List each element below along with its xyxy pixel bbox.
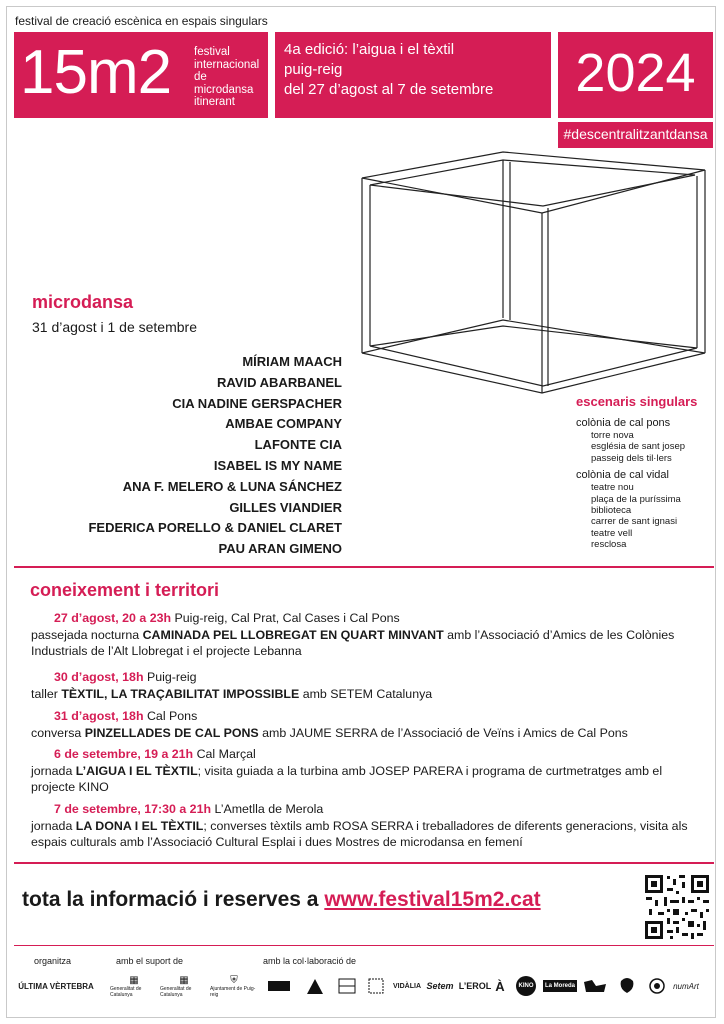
event-name: PINZELLADES DE CAL PONS: [84, 725, 259, 740]
escenaris-title: escenaris singulars: [576, 394, 698, 409]
event-date: 27 d’agost, 20 a 23h: [54, 611, 172, 625]
logo-label: KINO: [516, 976, 536, 996]
year-box: [558, 32, 713, 118]
info-line: [22, 888, 541, 912]
artists-list: [88, 352, 342, 560]
logo-label: La Moreda: [543, 980, 577, 992]
event-type: jornada: [31, 818, 73, 833]
colony-name: colònia de cal pons: [576, 417, 671, 429]
event-date: 30 d’agost, 18h: [54, 670, 144, 684]
event-date: 6 de setembre, 19 a 21h: [54, 747, 194, 761]
event-type: jornada: [31, 763, 73, 778]
collab-logo: [364, 976, 388, 996]
kino-logo: [514, 976, 538, 996]
info-text: tota la informació i reserves a: [22, 888, 319, 911]
year-text: 2024: [575, 43, 696, 103]
colony-name: colònia de cal vidal: [576, 469, 669, 482]
artist-item: AMBAE COMPANY: [225, 416, 342, 432]
website-link[interactable]: www.festival15m2.cat: [324, 888, 541, 911]
event-description: amb JAUME SERRA de l’Associació de Veïns i Amics de Cal Pons: [262, 725, 628, 740]
logo-text: 15m2: [20, 38, 172, 107]
tagline: festival de creació escènica en espais singulars: [15, 14, 268, 28]
event-place: Puig-reig, Cal Prat, Cal Cases i Cal Pons: [174, 611, 400, 625]
coneixement-title: coneixement i territori: [30, 580, 220, 600]
venue-item: teatre nou: [591, 482, 634, 494]
logo-label: Ajuntament de Puig-reig: [210, 985, 256, 998]
event-name: TÈXTIL, LA TRAÇABILITAT IMPOSSIBLE: [61, 686, 300, 701]
cube-illustration: [340, 148, 720, 398]
logo-box: [14, 32, 268, 118]
qr-code-icon[interactable]: [643, 873, 711, 941]
artist-item: ANA F. MELERO & LUNA SÁNCHEZ: [122, 478, 342, 494]
collab-logo: [264, 976, 294, 996]
artist-item: CIA NADINE GERSPACHER: [172, 395, 342, 411]
logo-subtitle: [194, 46, 268, 109]
collab-logo: [334, 976, 360, 996]
venue-item: torre nova: [591, 430, 634, 441]
venue-item: biblioteca: [591, 505, 632, 517]
hashtag-text: #descentralitzantdansa: [563, 126, 708, 142]
event-item: [31, 801, 701, 851]
event-place: Puig-reig: [146, 670, 197, 684]
artist-item: RAVID ABARBANEL: [217, 374, 342, 390]
collab-logo: [300, 976, 330, 996]
edition-line: del 27 d’agost al 7 de setembre: [284, 81, 494, 98]
artist-item: GILLES VIANDIER: [229, 499, 342, 515]
artist-item: ISABEL IS MY NAME: [213, 457, 342, 473]
event-place: L’Ametlla de Merola: [214, 802, 324, 816]
venue-item: carrer de sant ignasi: [591, 516, 678, 528]
venue-item: resclosa: [591, 539, 627, 551]
numart-logo: numArt: [673, 981, 699, 991]
collab-logo: À: [495, 978, 505, 994]
logo-subtitle-line: de microdansa: [194, 71, 254, 96]
venue-item: passeig dels til·lers: [591, 452, 672, 464]
event-name: L’AIGUA I EL TÈXTIL: [75, 763, 198, 778]
event-description: ; converses tèxtils amb ROSA SERRA i treballadores de diferents generacions, visita als espais culturals amb l’Associació Cultural Esplai i dues Mostres de microdansa en femení: [31, 818, 688, 849]
divider: [14, 945, 714, 946]
logo-label: Generalitat de Catalunya: [160, 985, 192, 998]
escenaris-list: [576, 416, 685, 551]
generalitat-logo: ▦ Generalitat de Catalunya: [110, 976, 158, 996]
collab-logo: [646, 976, 668, 996]
event-date: 7 de setembre, 17:30 a 21h: [54, 802, 212, 816]
edition-line: 4a edició: l’aigua i el tèxtil: [284, 41, 455, 58]
lamoreda-logo: [542, 976, 578, 996]
event-type: conversa: [31, 725, 82, 740]
organizer-logo: ÚLTIMA VÈRTEBRA: [18, 981, 94, 991]
event-item: [31, 746, 701, 796]
vidalia-logo: VIDÀLIA: [393, 982, 421, 990]
artist-item: PAU ARAN GIMENO: [218, 541, 342, 557]
event-name: CAMINADA PEL LLOBREGAT EN QUART MINVANT: [142, 627, 444, 642]
artist-item: MÍRIAM MAACH: [242, 354, 342, 369]
artist-item: LAFONTE CIA: [254, 437, 342, 453]
generalitat-logo: ▦ Generalitat de Catalunya: [160, 976, 208, 996]
event-name: LA DONA I EL TÈXTIL: [75, 818, 204, 833]
setem-logo: Setem: [426, 981, 454, 991]
microdansa-title: microdansa: [32, 292, 134, 312]
event-description: ; visita guiada a la turbina amb JOSEP PARERA i programa de curtmetratges amb el projecte KINO: [31, 763, 663, 794]
artist-item: FEDERICA PORELLO & DANIEL CLARET: [88, 520, 342, 536]
venue-item: església de sant josep: [591, 441, 686, 453]
event-place: Cal Marçal: [196, 747, 256, 761]
event-type: passejada nocturna: [31, 627, 140, 642]
edition-line: puig-reig: [284, 61, 343, 78]
event-item: [31, 669, 701, 702]
event-place: Cal Pons: [146, 709, 198, 723]
suport-label: amb el suport de: [116, 956, 184, 966]
event-item: [31, 610, 701, 660]
logo-label: Generalitat de Catalunya: [110, 985, 142, 998]
event-description: amb SETEM Catalunya: [302, 686, 433, 701]
hashtag-box: [558, 122, 713, 148]
event-item: [31, 708, 701, 741]
venue-item: teatre vell: [591, 527, 633, 539]
collab-label: amb la col·laboració de: [263, 956, 357, 966]
logo-subtitle-line: internacional: [194, 58, 260, 71]
erol-logo: L’EROL: [458, 981, 492, 991]
venue-item: plaça de la puríssima: [591, 493, 681, 505]
event-description: amb l’Associació d’Amics de les Colònies Industrials de l’Alt Llobregat i el projecte Lebanna: [31, 627, 675, 658]
divider: [14, 862, 714, 864]
logo-subtitle-line: festival: [194, 46, 230, 58]
collab-logo: [614, 976, 640, 996]
microdansa-dates: 31 d’agost i 1 de setembre: [32, 319, 197, 335]
event-type: taller: [31, 686, 58, 701]
ajuntament-logo: ⛨ Ajuntament de Puig-reig: [210, 976, 258, 996]
edition-box: [275, 32, 551, 118]
organitza-label: organitza: [34, 956, 72, 966]
collab-logo: [580, 976, 610, 996]
divider: [14, 566, 714, 568]
event-date: 31 d’agost, 18h: [54, 709, 144, 723]
logo-subtitle-line: itinerant: [194, 96, 235, 108]
